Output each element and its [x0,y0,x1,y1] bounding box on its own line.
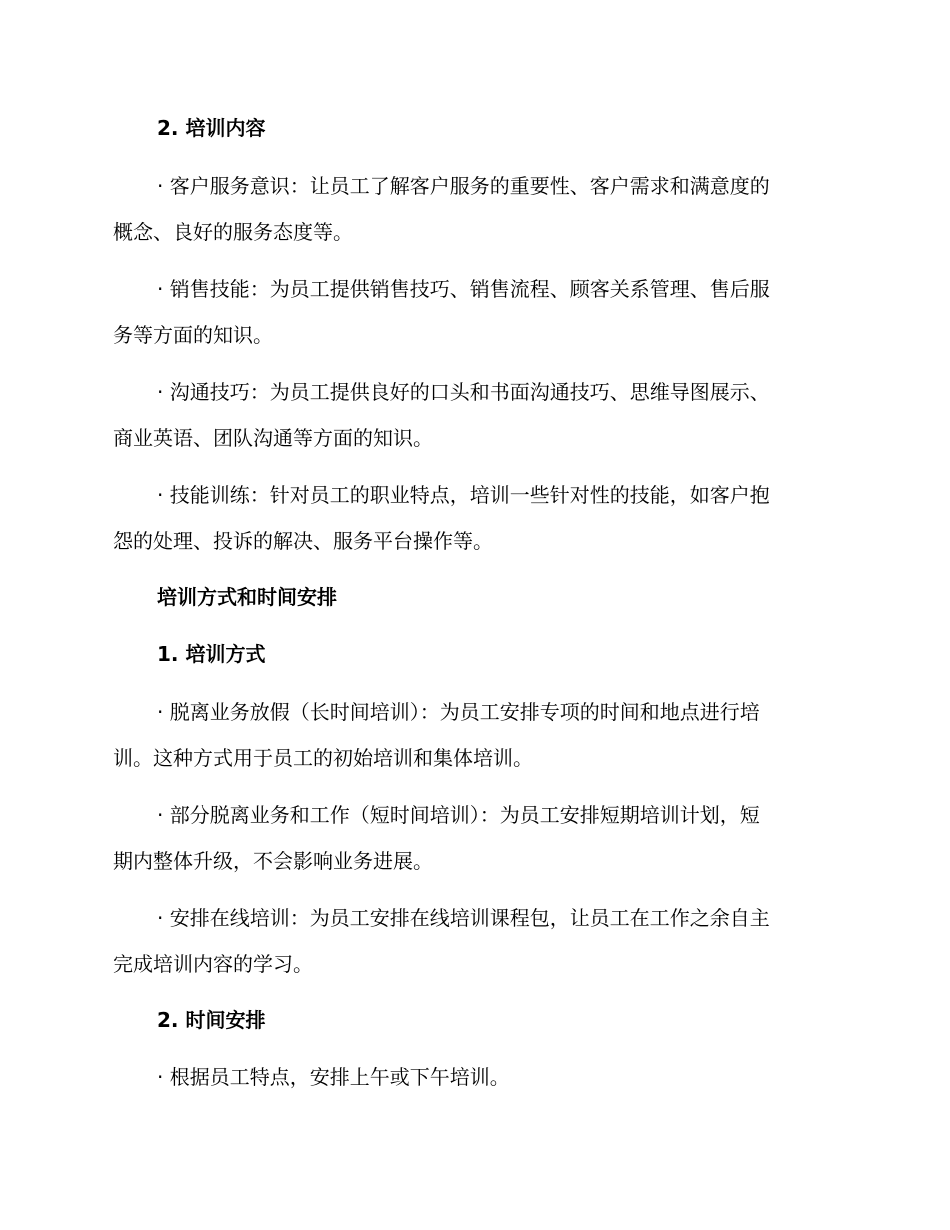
paragraph-online-training-line-2: 完成培训内容的学习。 [113,952,313,976]
paragraph-sales-skills-line-1: · 销售技能：为员工提供销售技巧、销售流程、顾客关系管理、售后服 [157,277,770,301]
section-heading-methods-and-schedule: 培训方式和时间安排 [157,585,337,609]
paragraph-customer-service-line-2: 概念、良好的服务态度等。 [113,220,353,244]
subheading-time-schedule: 2. 时间安排 [157,1008,266,1032]
paragraph-partial-leave-line-2: 期内整体升级，不会影响业务进展。 [113,849,433,873]
paragraph-full-leave-line-1: · 脱离业务放假（长时间培训）：为员工安排专项的时间和地点进行培 [157,700,760,724]
paragraph-skill-training-line-1: · 技能训练：针对员工的职业特点，培训一些针对性的技能，如客户抱 [157,483,770,507]
paragraph-full-leave-line-2: 训。这种方式用于员工的初始培训和集体培训。 [113,746,533,770]
paragraph-skill-training-line-2: 怨的处理、投诉的解决、服务平台操作等。 [113,529,493,553]
paragraph-communication-line-1: · 沟通技巧：为员工提供良好的口头和书面沟通技巧、思维导图展示、 [157,380,770,404]
paragraph-schedule-line-1: · 根据员工特点，安排上午或下午培训。 [157,1065,510,1089]
paragraph-partial-leave-line-1: · 部分脱离业务和工作（短时间培训）：为员工安排短期培训计划，短 [157,803,760,827]
subheading-training-methods: 1. 培训方式 [157,642,266,666]
paragraph-sales-skills-line-2: 务等方面的知识。 [113,323,273,347]
paragraph-online-training-line-1: · 安排在线培训：为员工安排在线培训课程包，让员工在工作之余自主 [157,906,770,930]
section-heading-training-content: 2. 培训内容 [157,116,266,140]
paragraph-customer-service-line-1: · 客户服务意识：让员工了解客户服务的重要性、客户需求和满意度的 [157,174,770,198]
paragraph-communication-line-2: 商业英语、团队沟通等方面的知识。 [113,426,433,450]
